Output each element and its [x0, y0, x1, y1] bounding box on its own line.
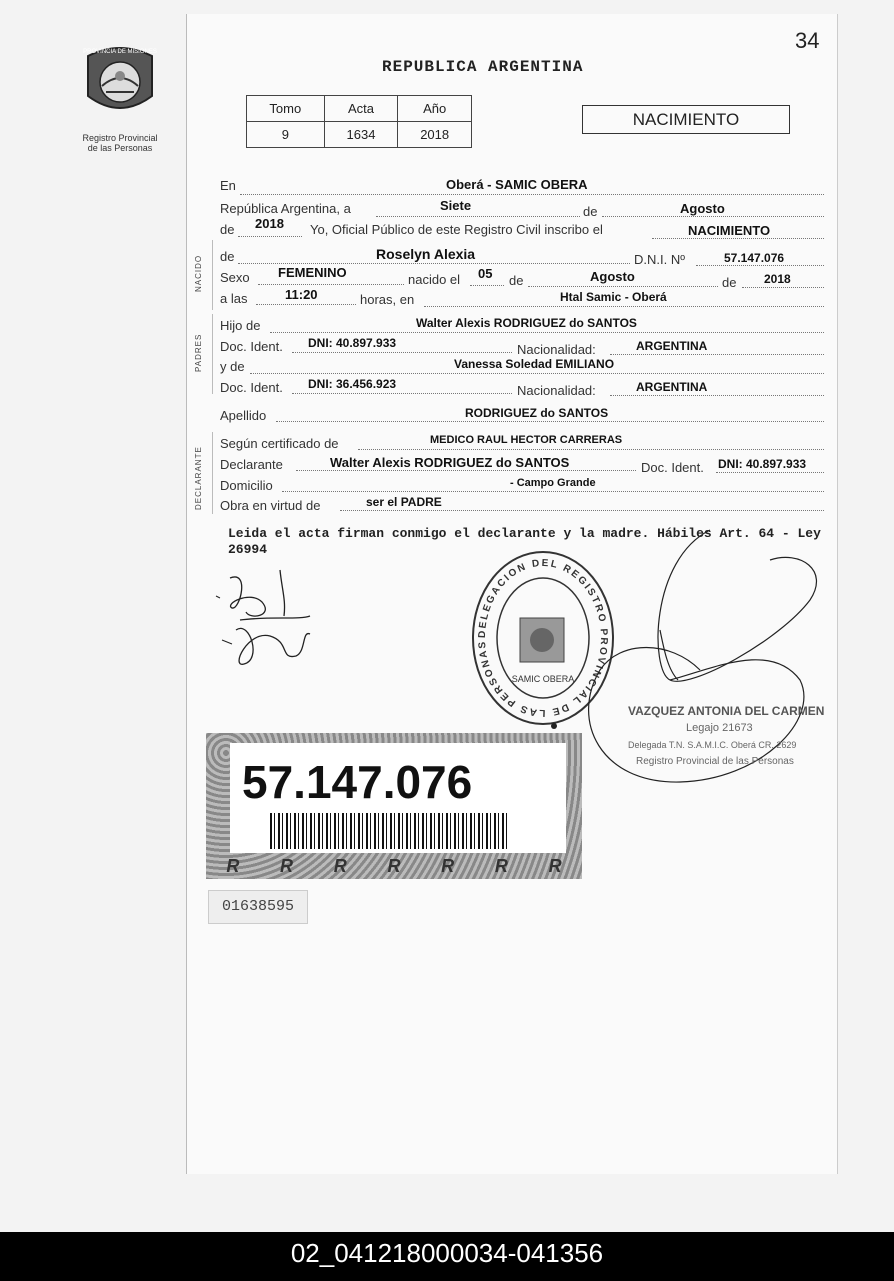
- label-hijo-de: Hijo de: [220, 318, 261, 333]
- value-nombre: Roselyn Alexia: [376, 246, 476, 262]
- label-doc-madre: Doc. Ident.: [220, 380, 283, 395]
- label-declarante: Declarante: [220, 457, 283, 472]
- label-nacido-el: nacido el: [408, 272, 461, 287]
- line-obra: [340, 510, 824, 511]
- line-sexo: [258, 284, 404, 285]
- label-de-mes: de: [583, 204, 598, 219]
- line-nac-padre: [610, 354, 824, 355]
- pattern-letter: R: [226, 855, 240, 876]
- label-y-de: y de: [220, 359, 245, 374]
- value-dni-madre: DNI: 36.456.923: [308, 377, 397, 391]
- line-nac-madre: [610, 395, 824, 396]
- declarant-signature: [210, 560, 320, 680]
- line-anio: [238, 236, 302, 237]
- line-en: [240, 194, 824, 195]
- value-hora: 11:20: [285, 287, 318, 302]
- line-anio-nac: [742, 287, 824, 288]
- value-obra: ser el PADRE: [366, 495, 442, 509]
- value-certificado: MEDICO RAUL HECTOR CARRERAS: [430, 434, 623, 446]
- dni-sticker-panel: [230, 743, 566, 853]
- section-divider-declarante: [212, 432, 213, 514]
- ref-value-acta: 1634: [324, 122, 398, 148]
- label-domicilio: Domicilio: [220, 478, 273, 493]
- label-obra: Obra en virtud de: [220, 498, 321, 513]
- dni-sticker-number: 57.147.076: [242, 756, 473, 808]
- label-de-anio: de: [220, 222, 235, 237]
- stamp-inner-text: SAMIC OBERA: [511, 674, 575, 684]
- logo-caption-line1: Registro Provincial: [82, 133, 158, 143]
- seal-icon: [80, 40, 160, 124]
- official-registro: Registro Provincial de las Personas: [636, 756, 794, 767]
- pattern-letter: R: [333, 855, 347, 876]
- line-dni-declarante: [716, 472, 824, 473]
- dni-sticker: [206, 733, 582, 879]
- value-dni-padre: DNI: 40.897.933: [308, 336, 397, 350]
- pattern-letter: R: [280, 855, 294, 876]
- reference-table: [246, 95, 472, 148]
- official-name: VAZQUEZ ANTONIA DEL CARMEN: [628, 704, 825, 718]
- value-domicilio: - Campo Grande: [510, 477, 596, 489]
- label-nac-padre: Nacionalidad:: [517, 342, 596, 357]
- label-sexo: Sexo: [220, 270, 250, 285]
- value-padre: Walter Alexis RODRIGUEZ do SANTOS: [416, 316, 637, 330]
- label-en: En: [220, 178, 236, 193]
- line-nombre: [238, 263, 630, 264]
- value-lugar-nac: Htal Samic - Oberá: [560, 290, 667, 304]
- pattern-letter: R: [441, 855, 455, 876]
- stamp-ring-text: DELEGACION DEL REGISTRO PROVINCIAL DE LAS PERSONAS: [476, 557, 610, 719]
- label-horas-en: horas, en: [360, 292, 415, 307]
- label-oficial: Yo, Oficial Público de este Registro Civil inscribo el: [310, 222, 603, 237]
- line-madre: [250, 373, 824, 374]
- label-apellido: Apellido: [220, 408, 267, 423]
- value-declarante: Walter Alexis RODRIGUEZ do SANTOS: [330, 455, 570, 470]
- pattern-letter: R: [494, 855, 508, 876]
- line-declarante: [296, 470, 636, 471]
- value-sexo: FEMENINO: [278, 265, 347, 280]
- closing-line2: 26994: [228, 542, 268, 557]
- value-nac-madre: ARGENTINA: [636, 380, 708, 394]
- label-dni: D.N.I. Nº: [634, 252, 685, 267]
- section-label-nacido: NACIDO: [194, 254, 203, 292]
- label-de-mes-nac: de: [509, 273, 524, 288]
- value-mes-nac: Agosto: [590, 269, 635, 284]
- line-domicilio: [282, 491, 824, 492]
- line-mes: [602, 216, 824, 217]
- line-dni-padre: [292, 352, 512, 353]
- scan-footer-code: 02_041218000034-041356: [0, 1232, 894, 1281]
- closing-line1: Leida el acta firman conmigo el declarante y la madre. Hábiles Art. 64 - Ley: [228, 526, 821, 541]
- pattern-letter: R: [387, 855, 401, 876]
- value-dni-declarante: DNI: 40.897.933: [718, 457, 807, 471]
- seal-ring-text: PROVINCIA DE MISIONES: [83, 49, 157, 55]
- page-number: 34: [795, 28, 820, 53]
- label-republica: República Argentina, a: [220, 201, 351, 216]
- label-nac-madre: Nacionalidad:: [517, 383, 596, 398]
- official-legajo: Legajo 21673: [686, 722, 753, 734]
- value-tipo: NACIMIENTO: [688, 223, 771, 238]
- section-divider-padres: [212, 314, 213, 394]
- ref-value-tomo: 9: [247, 122, 325, 148]
- value-apellido: RODRIGUEZ do SANTOS: [465, 406, 609, 420]
- page-title: REPUBLICA ARGENTINA: [382, 58, 584, 76]
- province-seal-logo: [80, 40, 160, 153]
- serial-number: 01638595: [208, 890, 308, 924]
- line-lugar-nac: [424, 306, 824, 307]
- line-mes-nac: [528, 286, 718, 287]
- label-doc-padre: Doc. Ident.: [220, 339, 283, 354]
- line-padre: [270, 332, 824, 333]
- section-divider-nacido: [212, 240, 213, 310]
- label-certificado: Según certificado de: [220, 436, 339, 451]
- ref-value-anio: 2018: [398, 122, 472, 148]
- label-doc-declarante: Doc. Ident.: [641, 460, 704, 475]
- pattern-letter: R: [548, 855, 562, 876]
- line-dni: [696, 265, 824, 266]
- line-dia-nac: [470, 285, 504, 286]
- value-madre: Vanessa Soledad EMILIANO: [454, 357, 615, 371]
- official-cargo: Delegada T.N. S.A.M.I.C. Oberá CR. 2629: [628, 740, 797, 750]
- line-dia: [376, 216, 580, 217]
- ref-header-anio: Año: [398, 96, 472, 122]
- dni-barcode: [270, 813, 510, 849]
- label-de-anio-nac: de: [722, 275, 737, 290]
- value-lugar: Oberá - SAMIC OBERA: [446, 177, 588, 192]
- ref-header-tomo: Tomo: [247, 96, 325, 122]
- section-label-declarante: DECLARANTE: [194, 446, 203, 510]
- line-apellido: [276, 421, 824, 422]
- label-a-las: a las: [220, 291, 248, 306]
- line-hora: [256, 304, 356, 305]
- value-anio: 2018: [255, 216, 284, 231]
- line-tipo: [652, 238, 824, 239]
- ref-header-acta: Acta: [324, 96, 398, 122]
- line-certificado: [358, 449, 824, 450]
- value-nac-padre: ARGENTINA: [636, 339, 708, 353]
- line-dni-madre: [292, 393, 512, 394]
- section-label-padres: PADRES: [194, 333, 203, 372]
- label-de-nombre: de: [220, 249, 235, 264]
- value-dia-nac: 05: [478, 266, 493, 281]
- value-anio-nac: 2018: [764, 272, 791, 286]
- sticker-pattern-row: [206, 853, 582, 879]
- logo-caption-line2: de las Personas: [87, 143, 153, 153]
- value-dia: Siete: [440, 198, 472, 213]
- value-mes: Agosto: [680, 201, 725, 216]
- document-type-box: NACIMIENTO: [582, 105, 790, 134]
- value-dni: 57.147.076: [724, 251, 785, 265]
